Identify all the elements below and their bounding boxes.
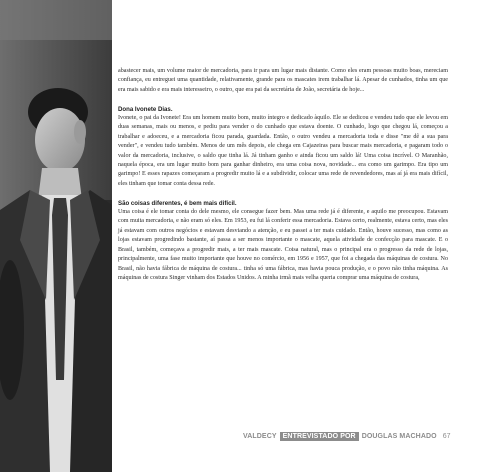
page-number: 67	[442, 433, 451, 440]
portrait-photo	[0, 0, 112, 472]
article-body	[118, 67, 448, 283]
paragraph: Uma coisa é ele tomar conta do dele mesmo, ele consegue fazer bem. Mas uma rede já é diferente, e aquilo me preocupou. Estavam com muita mercadoria, e não eram só eles. Em 1953, eu fui lá conferir essa mercadoria. Estava certo, realmente, estava certo, mas eles já estavam com outros negócios e estavam desviando a atenção, e eu passei a ter mais cuidado. Então, houve sucesso, mas como as lojas estavam progredindo bastante, aí passa a ser menos importante o mascate, aquela atividade de confecção para mascate. E o Brasil, também, começava a progredir mais, a ter mais mascate. Coisa natural, mas o principal era o progresso da rede de lojas, principalmente, uma fase muito importante que houve no comércio, em 1956 e 1957, que foi a chegada das máquinas de costura. No Brasil, não havia fábrica de máquina de costura... tinha só uma fábrica, mas havia pouca produção, e o povo não tinha máquina. As máquinas de costura Singer vinham dos Estados Unidos. A minha irmã mais velha queria comprar uma máquina de costura,	[118, 209, 448, 281]
page-footer	[243, 431, 451, 442]
interviewer-question: Dona Ivonete Dias.	[118, 105, 173, 113]
portrait-image	[0, 0, 112, 472]
footer-tag: ENTREVISTADO POR	[280, 432, 359, 441]
footer-author: DOUGLAS MACHADO	[361, 433, 437, 440]
footer-interviewee: VALDECY	[243, 433, 277, 440]
paragraph: abastecer mais, um volume maior de mercadoria, para ir para um lugar mais distante. Como eles eram pessoas muito boas, mereciam confiança, eu entreguei uma quantidade, relativamente, grande para os mascates irem trabalhar lá. Apesar de cunhados, tinha um que era mais sabido e era mais interesseiro, o outro, que era pai da secretária de João, secretária de hoje...	[118, 68, 448, 93]
paragraph: Ivonete, o pai da Ivonete! Era um homem muito bom, muito íntegro e dedicado àquilo. Ele se dedicou e vendeu tudo que ele levou em duas semanas, mais ou menos, e pediu para vender o do cunhado que estava doente. O cunhado, logo que chegou lá, começou a trabalhar e adoeceu, e a mercadoria ficou parada, guardada. Então, o outro vendeu a mercadoria toda e disse "me dê a sua para vender", e vendeu tudo também. Menos de um mês depois, ele chega em Cajazeiras para buscar mais mercadoria, e pagaram todo o valor da mercadoria, inclusive, o saldo que tinha lá. Já tinham ganho e ainda ficou um saldo lá! Uma coisa incrível. O Maranhão, naquela época, era um lugar muito bom para ganhar dinheiro, era uma coisa nova, novidade... era como um garimpo. Era tipo um garimpo! E esses rapazes começaram a progredir muito lá e a subdividir, colocar uma rede de revendedores, mas aí já era mais difícil, eles tinham que tomar conta dessa rede.	[118, 115, 448, 187]
interviewer-question: São coisas diferentes, é bem mais difícil.	[118, 199, 237, 207]
